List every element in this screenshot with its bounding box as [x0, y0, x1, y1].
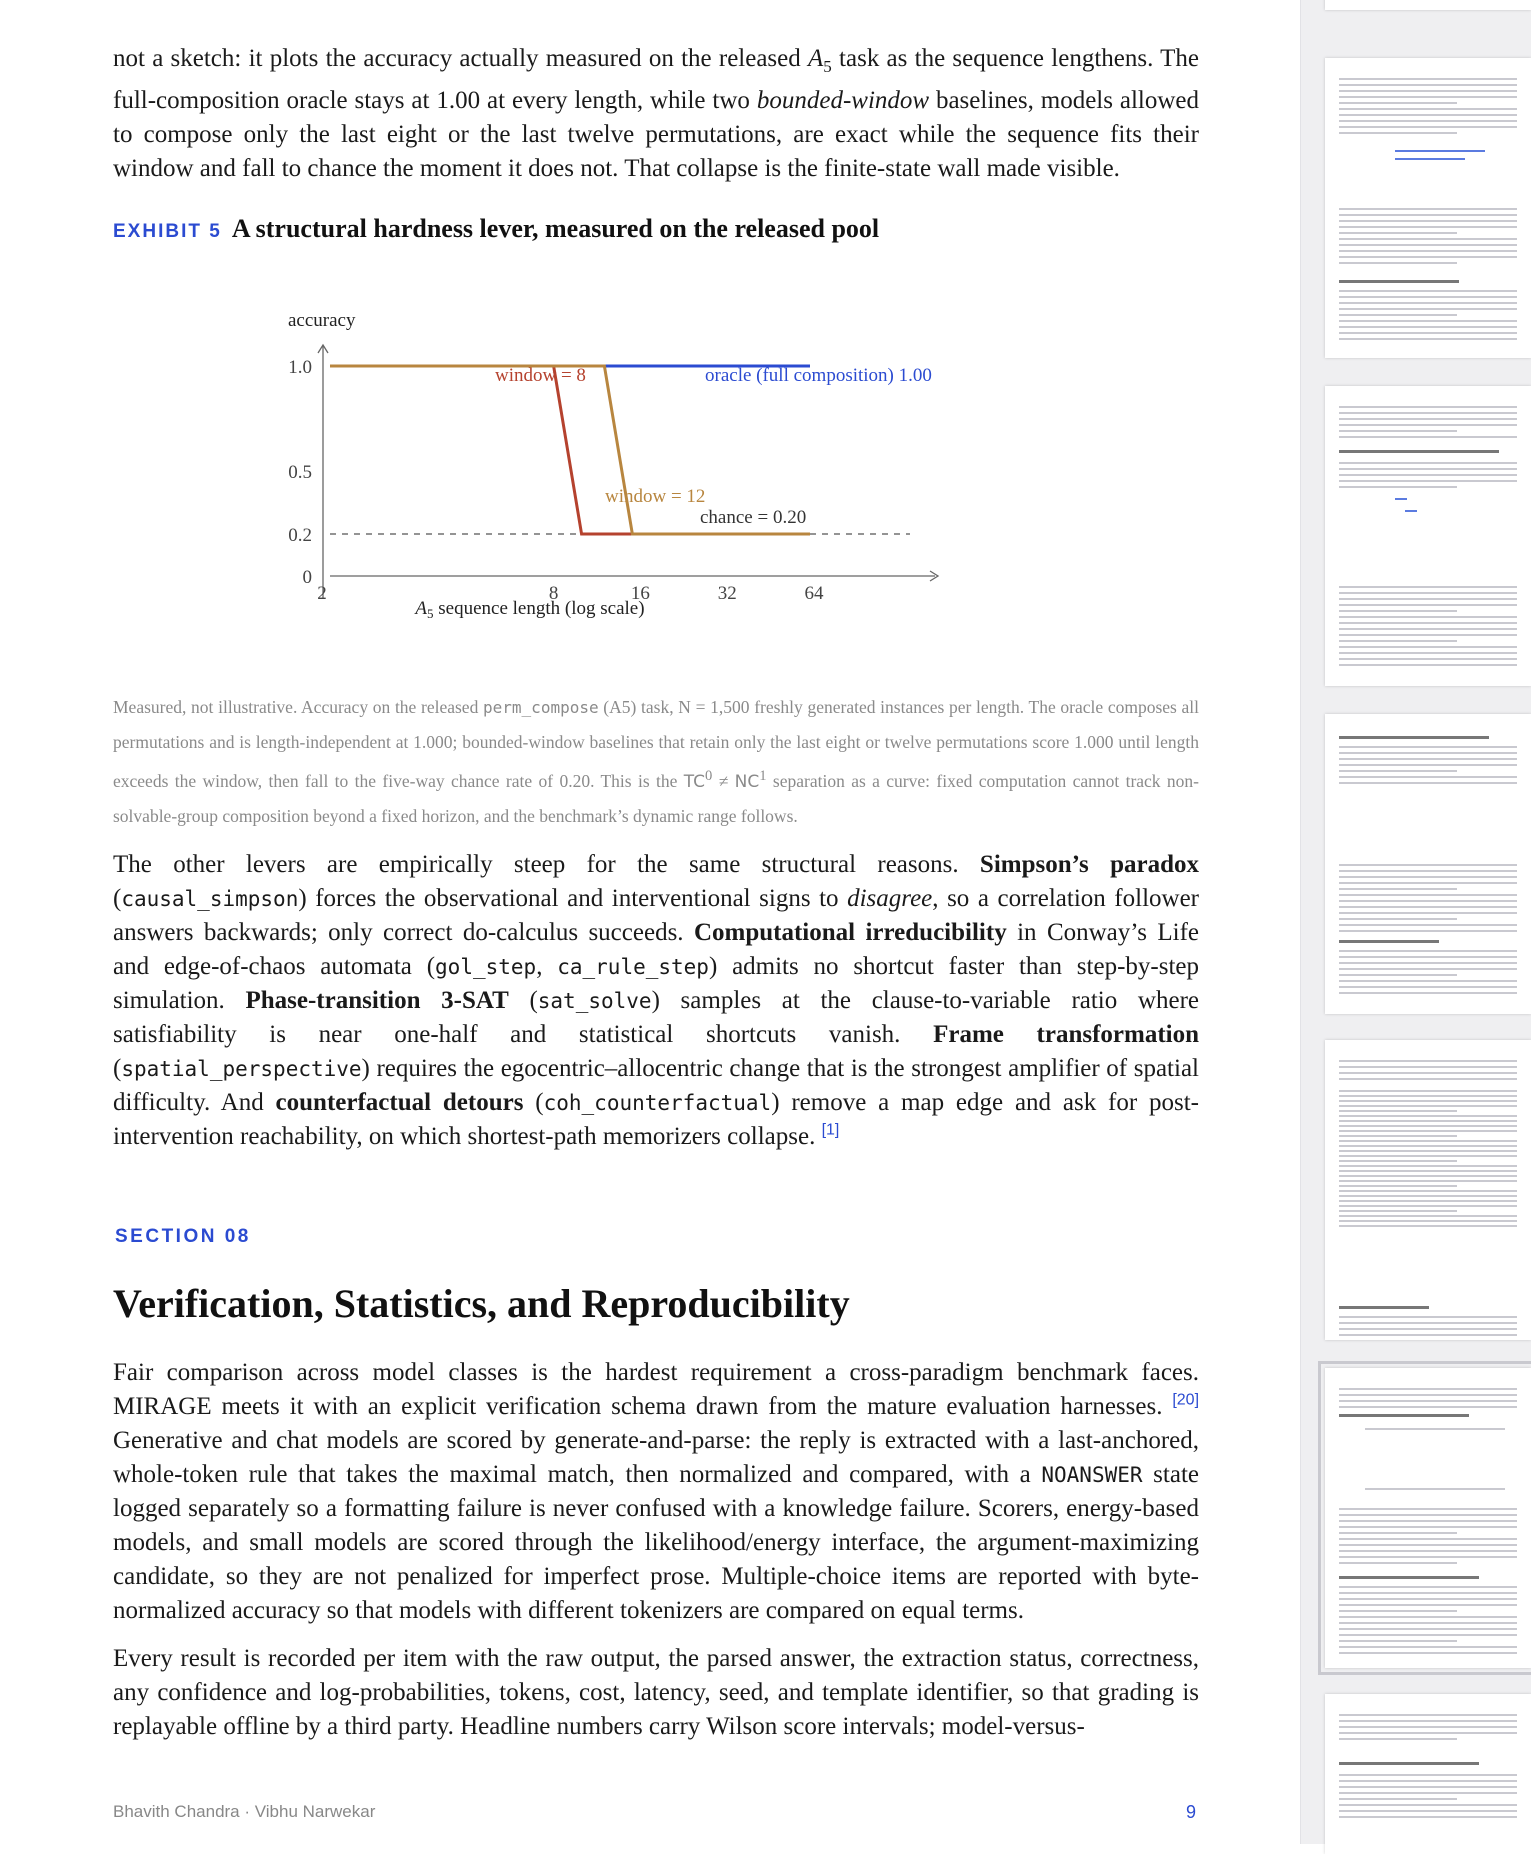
thumbnail-text-line — [1339, 412, 1517, 414]
thumbnail-text-line — [1339, 992, 1517, 994]
thumbnail-text-line — [1339, 1604, 1517, 1606]
thumbnail-text-line — [1339, 1816, 1517, 1818]
thumbnail-text-line — [1339, 1616, 1517, 1618]
thumbnail-text-line — [1339, 332, 1517, 334]
series-label: window = 12 — [605, 486, 706, 507]
thumbnail-text-line — [1339, 592, 1517, 594]
thumbnail-text-line — [1395, 150, 1485, 152]
thumbnail-text-line — [1339, 1145, 1517, 1147]
thumbnail-text-line — [1339, 968, 1517, 970]
thumbnail-text-line — [1339, 1508, 1517, 1510]
thumbnail-text-line — [1339, 1066, 1517, 1068]
thumbnail-text-line — [1339, 906, 1517, 908]
thumbnail-text-line — [1339, 634, 1517, 636]
lever-3sat: Phase-transition 3-SAT — [245, 987, 509, 1014]
thumbnail-text-line — [1339, 924, 1517, 926]
thumbnail-text-line — [1365, 1488, 1505, 1490]
thumbnail-text-line — [1339, 226, 1517, 228]
thumbnail-text-line — [1339, 1414, 1469, 1417]
thumbnail-text-line — [1339, 604, 1517, 606]
thumbnail-text-line — [1339, 962, 1517, 964]
thumbnail-text-line — [1339, 1306, 1429, 1309]
thumbnail-text-line — [1339, 888, 1457, 890]
thumbnail-text-line — [1339, 770, 1457, 772]
thumbnail-text-line — [1339, 894, 1517, 896]
thumbnail-text-line — [1339, 900, 1517, 902]
thumbnail-text-line — [1339, 1316, 1517, 1318]
thumbnail-text-line — [1339, 628, 1517, 630]
thumbnail-text-line — [1339, 1646, 1517, 1648]
thumbnail-text-line — [1339, 1140, 1517, 1142]
thumbnail-text-line — [1339, 1215, 1517, 1217]
thumbnail-text-line — [1339, 314, 1457, 316]
x-tick-label: 8 — [548, 583, 559, 604]
page-number: 9 — [1186, 1802, 1197, 1822]
citation-link[interactable]: [1] — [821, 1121, 840, 1139]
thumbnail-text-line — [1339, 1592, 1517, 1594]
caption-nc: NC — [734, 771, 760, 792]
thumbnail-text-line — [1339, 1532, 1457, 1534]
thumbnail-text-line — [1339, 430, 1457, 432]
thumbnail-text-line — [1339, 882, 1517, 884]
verification-paragraph-2: Every result is recorded per item with the raw output, the parsed answer, the extraction status, correctness, any confidence and log-probabilities, tokens, cost, latency, seed, and template identifier, so that grading is replayable offline by a third party. Headline numbers carry Wilson score intervals; model-versus- — [113, 1645, 1199, 1740]
code-noanswer: NOANSWER — [1041, 1463, 1143, 1487]
thumbnail-text-line — [1339, 1205, 1517, 1207]
x-tick-label: 32 — [717, 583, 737, 604]
thumbnail-text-line — [1339, 1170, 1517, 1172]
thumbnail-text-line — [1339, 424, 1517, 426]
thumbnail-text-line — [1339, 1520, 1517, 1522]
lever-simpson: Simpson’s paradox — [979, 851, 1199, 878]
lever-frame: Frame transformation — [933, 1021, 1200, 1048]
thumbnail-text-line — [1339, 462, 1517, 464]
thumbnail-text-line — [1339, 1798, 1457, 1800]
y-tick-label: 0.5 — [288, 462, 312, 483]
thumbnail-text-line — [1339, 1135, 1457, 1137]
thumbnail-text-line — [1339, 1100, 1517, 1102]
lever-counterfactual: counterfactual detours — [275, 1089, 524, 1116]
thumbnail-text-line — [1339, 1400, 1517, 1402]
page-thumbnail[interactable] — [1325, 714, 1531, 1014]
hardness-lever-chart — [288, 286, 1020, 636]
thumbnail-text-line — [1339, 1628, 1517, 1630]
thumbnail-text-line — [1339, 280, 1459, 283]
thumbnail-text-line — [1339, 1190, 1517, 1192]
page-thumbnail-current[interactable] — [1325, 1368, 1531, 1668]
thumbnail-text-line — [1339, 1538, 1517, 1540]
y-axis-label: accuracy — [288, 310, 356, 331]
lever-irreducibility: Computational irreducibility — [693, 919, 1007, 946]
exhibit-caption — [113, 690, 1199, 833]
thumbnail-text-line — [1339, 876, 1517, 878]
thumbnail-text-line — [1339, 610, 1457, 612]
thumbnail-text-line — [1395, 498, 1407, 500]
thumbnail-text-line — [1339, 436, 1517, 438]
levers-paragraph: The other levers are empirically steep for the same structural reasons. Simpson’s paradox (causal_simpson) forces the observational and interventional signs to disagree, so a correlation follower answers backwards; only correct do-calculus succeeds. Computational irreducibility in Conway’s Life and edge-of-chaos automata (gol_step, ca_rule_step) admits no shortcut faster than step-by-step simulation. Phase-transition 3-SAT (sat_solve) samples at the clause-to-variable ratio where satisfiability is near one-half and statistical shortcuts vanish. Frame transformation (spatial_perspective) requires the egocentric–allocentric change that is the strongest amplifier of spatial difficulty. And counterfactual detours (coh_counterfactual) remove a map edge and ask for post-intervention reachability, on which shortest-path memorizers collapse. [1] — [113, 851, 1200, 1150]
thumbnail-text-line — [1339, 474, 1517, 476]
thumbnail-text-line — [1339, 90, 1517, 92]
page-thumbnail[interactable] — [1325, 58, 1531, 358]
caption-tail: separation as a curve: fixed computation cannot track non-solvable-group composition beyond a fixed horizon, and the benchmark’s dynamic range follows. — [113, 770, 1200, 826]
thumbnail-text-line — [1339, 1622, 1517, 1624]
thumbnail-text-line — [1339, 1185, 1457, 1187]
thumbnail-text-line — [1339, 1072, 1517, 1074]
code-spatial-perspective: spatial_perspective — [121, 1057, 362, 1081]
thumbnail-text-line — [1339, 1210, 1457, 1212]
thumbnail-text-line — [1339, 1322, 1517, 1324]
thumbnail-text-line — [1339, 84, 1517, 86]
thumbnail-text-line — [1339, 758, 1517, 760]
thumbnail-text-line — [1339, 1200, 1517, 1202]
code-sat-solve: sat_solve — [537, 989, 652, 1013]
thumbnail-text-line — [1339, 658, 1517, 660]
thumbnail-text-line — [1339, 1576, 1479, 1579]
thumbnail-text-line — [1339, 262, 1457, 264]
thumbnail-text-line — [1339, 1792, 1517, 1794]
thumbnail-text-line — [1339, 1394, 1517, 1396]
thumbnail-text-line — [1339, 1328, 1517, 1330]
page-thumbnail[interactable] — [1325, 386, 1531, 686]
thumbnail-text-line — [1339, 102, 1457, 104]
thumbnail-text-line — [1339, 96, 1517, 98]
thumbnail-text-line — [1339, 616, 1517, 618]
thumbnail-text-line — [1339, 1105, 1517, 1107]
thumbnail-text-line — [1339, 930, 1517, 932]
thumbnail-text-line — [1339, 956, 1517, 958]
thumbnail-text-line — [1339, 296, 1517, 298]
thumbnail-text-line — [1339, 214, 1517, 216]
thumbnail-text-line — [1339, 1180, 1517, 1182]
thumbnail-text-line — [1339, 132, 1457, 134]
thumbnail-text-line — [1339, 1786, 1517, 1788]
page-thumbnail[interactable] — [1325, 1694, 1531, 1854]
thumbnail-text-line — [1339, 320, 1517, 322]
thumbnail-sidebar[interactable] — [1300, 0, 1531, 1844]
chance-label: chance = 0.20 — [700, 507, 807, 528]
thumbnail-text-line — [1339, 120, 1517, 122]
thumbnail-text-line — [1339, 1060, 1517, 1062]
thumbnail-text-line — [1339, 746, 1517, 748]
thumbnail-text-line — [1339, 1165, 1517, 1167]
series-label: oracle (full composition) 1.00 — [705, 365, 932, 386]
exhibit-heading — [113, 214, 1199, 250]
thumbnail-text-line — [1339, 232, 1457, 234]
thumbnail-text-line — [1339, 1652, 1517, 1654]
thumbnail-text-line — [1339, 244, 1517, 246]
y-tick-label: 0.2 — [288, 525, 312, 546]
series-label: window = 8 — [495, 365, 586, 386]
x-axis-label: $A_5$ sequence length (log scale) — [415, 598, 645, 621]
caption-code: perm_compose — [483, 698, 599, 717]
thumbnail-text-line — [1339, 108, 1517, 110]
citation-link[interactable]: [20] — [1172, 1391, 1200, 1409]
thumbnail-text-line — [1339, 1738, 1457, 1740]
thumbnail-text-line — [1339, 764, 1517, 766]
thumbnail-text-line — [1339, 980, 1517, 982]
thumbnail-text-line — [1339, 486, 1457, 488]
thumbnail-text-line — [1339, 622, 1517, 624]
thumbnail-text-line — [1339, 1556, 1517, 1558]
thumbnail-text-line — [1339, 468, 1517, 470]
exhibit-title: A structural hardness lever, measured on the released pool — [231, 214, 880, 243]
thumbnail-text-line — [1339, 126, 1517, 128]
thumbnail-text-line — [1339, 1120, 1517, 1122]
thumbnail-text-line — [1339, 1155, 1517, 1157]
thumbnail-text-line — [1339, 1115, 1517, 1117]
thumbnail-text-line — [1339, 326, 1517, 328]
thumbnail-text-line — [1339, 1780, 1517, 1782]
thumbnail-text-line — [1339, 870, 1517, 872]
thumbnail-text-line — [1339, 1150, 1517, 1152]
caption-body: (A5) task, N = 1,500 freshly generated instances per length. The oracle composes all permutations and is length-independent at 1.000; bounded-window baselines that retain only the last eight or twelve permutations score 1.000 until length exceeds the window, then fall to the five-way chance rate of 0.20. This is the — [113, 697, 1200, 791]
thumbnail-text-line — [1339, 1514, 1517, 1516]
thumbnail-text-line — [1339, 782, 1517, 784]
code-coh-counterfactual: coh_counterfactual — [543, 1091, 772, 1115]
x-tick-label: 64 — [804, 583, 824, 604]
x-tick-label: 16 — [630, 583, 650, 604]
code-causal-simpson: causal_simpson — [121, 887, 299, 911]
thumbnail-text-line — [1339, 302, 1517, 304]
caption-tc: TC — [683, 771, 706, 792]
y-tick-label: 0 — [302, 567, 312, 588]
thumbnail-text-line — [1339, 1726, 1517, 1728]
thumbnail-text-line — [1339, 912, 1517, 914]
caption-nc-sup: 1 — [759, 768, 767, 784]
section-label: SECTION 08 — [115, 1226, 251, 1247]
thumbnail-text-line — [1339, 1110, 1457, 1112]
thumbnail-text-line — [1339, 308, 1517, 310]
thumbnail-text-line — [1339, 752, 1517, 754]
thumbnail-text-line — [1339, 1762, 1479, 1765]
thumbnail-text-line — [1339, 450, 1499, 453]
thumbnail-text-line — [1339, 290, 1517, 292]
thumbnail-text-line — [1339, 1095, 1517, 1097]
thumbnail-text-line — [1339, 1640, 1457, 1642]
thumbnail-text-line — [1339, 1586, 1517, 1588]
thumbnail-text-line — [1339, 418, 1517, 420]
thumbnail-text-line — [1339, 664, 1517, 666]
thumbnail-text-line — [1339, 586, 1517, 588]
thumbnail-text-line — [1339, 598, 1517, 600]
code-ca-rule-step: ca_rule_step — [557, 955, 709, 979]
thumbnail-text-line — [1339, 1090, 1517, 1092]
thumbnail-text-line — [1339, 736, 1489, 739]
thumbnail-text-line — [1339, 78, 1517, 80]
footer-authors: Bhavith Chandra · Vibhu Narwekar — [113, 1802, 376, 1821]
intro-paragraph: not a sketch: it plots the accuracy actually measured on the released $A_5$ task as the sequence lengthens. The full-composition oracle stays at 1.00 at every length, while two bounded-window baselines, models allowed to compose only the last eight or the last twelve permutations, are exact while the sequence fits their window and fall to chance the moment it does not. That collapse is the finite-state wall made visible. — [113, 45, 1200, 182]
thumbnail-text-line — [1339, 918, 1457, 920]
thumbnail-text-line — [1339, 1078, 1517, 1080]
caption-lead: Measured, not illustrative. Accuracy on the released — [113, 697, 484, 717]
thumbnail-text-line — [1339, 338, 1517, 340]
thumbnail-text-line — [1339, 974, 1457, 976]
thumbnail-text-line — [1339, 1526, 1517, 1528]
thumbnail-text-line — [1339, 1225, 1517, 1227]
thumbnail-text-line — [1339, 1634, 1517, 1636]
thumbnail-text-line — [1339, 1550, 1517, 1552]
exhibit-tag: EXHIBIT 5 — [113, 221, 222, 242]
thumbnail-text-line — [1339, 1598, 1517, 1600]
verification-paragraph-1: Fair comparison across model classes is the hardest requirement a cross-paradigm benchmark faces. MIRAGE meets it with an explicit verification schema drawn from the mature evaluation harnesses. [20] Generative and chat models are scored by generate-and-parse: the reply is extracted with a last-anchored, whole-token rule that takes the maximal match, then normalized and compared, with a NOANSWER state logged separately so a formatting failure is never confused with a knowledge failure. Scorers, energy-based models, and small models are scored through the likelihood/energy interface, the argument-maximizing candidate, so they are not penalized for imperfect prose. Multiple-choice items are reported with byte-normalized accuracy so that models with different tokenizers are compared on equal terms. — [113, 1359, 1200, 1624]
page-thumbnail[interactable] — [1325, 1040, 1531, 1340]
caption-tc-sup: 0 — [705, 768, 713, 784]
thumbnail-text-line — [1365, 1428, 1505, 1430]
thumbnail-text-line — [1339, 256, 1517, 258]
thumbnail-text-line — [1339, 406, 1517, 408]
thumbnail-text-line — [1339, 950, 1517, 952]
thumbnail-text-line — [1405, 510, 1417, 512]
thumbnail-text-line — [1339, 864, 1517, 866]
caption-neq: ≠ — [712, 770, 735, 791]
thumbnail-text-line — [1339, 1195, 1517, 1197]
thumbnail-text-line — [1339, 1125, 1517, 1127]
thumbnail-text-line — [1339, 1130, 1517, 1132]
section-title: Verification, Statistics, and Reproducibility — [113, 1281, 850, 1326]
thumbnail-text-line — [1339, 652, 1517, 654]
thumbnail-text-line — [1339, 1406, 1517, 1408]
thumbnail-text-line — [1339, 1160, 1457, 1162]
thumbnail-text-line — [1339, 1388, 1517, 1390]
thumbnail-text-line — [1339, 1720, 1517, 1722]
thumbnail-text-line — [1339, 1804, 1517, 1806]
thumbnail-text-line — [1339, 1562, 1457, 1564]
thumbnail-text-line — [1339, 238, 1517, 240]
thumbnail-text-line — [1339, 1175, 1517, 1177]
thumbnail-text-line — [1339, 640, 1457, 642]
thumbnail-text-line — [1339, 1732, 1517, 1734]
page-thumbnail[interactable] — [1325, 0, 1531, 10]
x-tick-label: 2 — [317, 583, 327, 604]
thumbnail-text-line — [1395, 158, 1465, 160]
thumbnail-text-line — [1339, 776, 1517, 778]
thumbnail-text-line — [1339, 986, 1517, 988]
code-gol-step: gol_step — [435, 955, 537, 979]
thumbnail-text-line — [1339, 1810, 1517, 1812]
thumbnail-text-line — [1339, 1714, 1517, 1716]
thumbnail-text-line — [1339, 1220, 1517, 1222]
thumbnail-text-line — [1339, 1334, 1517, 1336]
thumbnail-text-line — [1339, 1544, 1517, 1546]
thumbnail-text-line — [1339, 250, 1517, 252]
thumbnail-text-line — [1339, 480, 1517, 482]
thumbnail-text-line — [1339, 1774, 1517, 1776]
thumbnail-text-line — [1339, 940, 1439, 943]
y-tick-label: 1.0 — [288, 357, 312, 378]
thumbnail-text-line — [1339, 1610, 1457, 1612]
thumbnail-text-line — [1339, 114, 1517, 116]
thumbnail-text-line — [1339, 646, 1517, 648]
thumbnail-text-line — [1339, 208, 1517, 210]
thumbnail-text-line — [1339, 220, 1517, 222]
